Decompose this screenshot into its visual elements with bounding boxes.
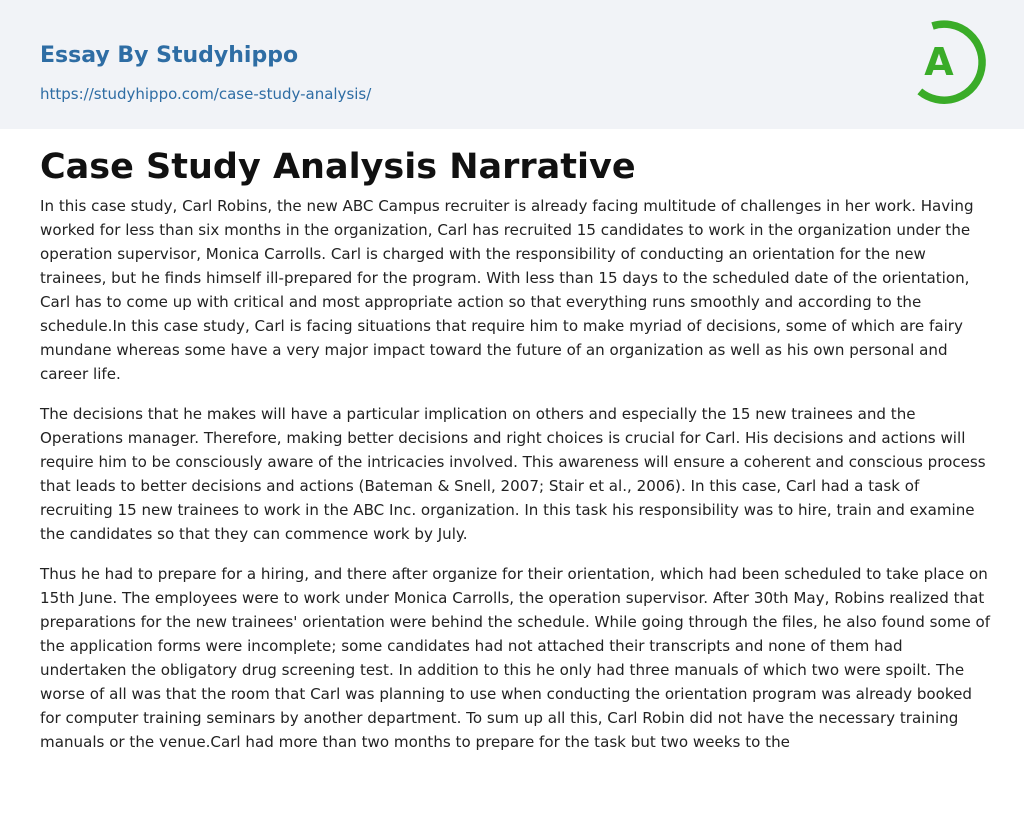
site-header (0, 0, 1024, 129)
paragraph-2: The decisions that he makes will have a particular implication on others and especially the 15 new trainees and the Operations manager. Therefore, making better decisions and right choices is crucial for Carl. His decisions and actions will require him to be consciously aware of the intricacies involved. This awareness will ensure a coherent and conscious process that leads to better decisions and actions (Bateman & Snell, 2007; Stair et al., 2006). In this case, Carl had a task of recruiting 15 new trainees to work in the ABC Inc. organization. In this task his responsibility was to hire, train and examine the candidates so that they can commence work by July. (40, 405, 986, 543)
brand-title[interactable]: Essay By Studyhippo (40, 43, 299, 68)
source-url-link[interactable]: https://studyhippo.com/case-study-analysis/ (40, 85, 372, 103)
page-title: Case Study Analysis Narrative (40, 147, 636, 187)
paragraph-1: In this case study, Carl Robins, the new ABC Campus recruiter is already facing multitude of challenges in her work. Having worked for less than six months in the organization, Carl has recruited 15 candidates to work in the organization under the operation supervisor, Monica Carrolls. Carl is charged with the responsibility of conducting an orientation for the new trainees, but he finds himself ill-prepared for the program. With less than 15 days to the scheduled date of the orientation, Carl has to come up with critical and most appropriate action so that everything runs smoothly and according to the schedule.In this case study, Carl is facing situations that require him to make myriad of decisions, some of which are fairy mundane whereas some have a very major impact toward the future of an organization as well as his own personal and career life. (40, 197, 974, 383)
logo-letter: A (924, 40, 954, 84)
article-body (40, 194, 992, 770)
paragraph-3: Thus he had to prepare for a hiring, and there after organize for their orientation, which had been scheduled to take place on 15th June. The employees were to work under Monica Carrolls, the operation supervisor. After 30th May, Robins realized that preparations for the new trainees' orientation were behind the schedule. While going through the files, he also found some of the application forms were incomplete; some candidates had not attached their transcripts and none of them had undertaken the obligatory drug screening test. In addition to this he only had three manuals of which two were spoilt. The worse of all was that the room that Carl was planning to use when conducting the orientation program was already booked for computer training seminars by another department. To sum up all this, Carl Robin did not have the necessary training manuals or the venue.Carl had more than two months to prepare for the task but two weeks to the (40, 565, 991, 751)
studyhippo-logo-icon[interactable] (908, 16, 992, 108)
